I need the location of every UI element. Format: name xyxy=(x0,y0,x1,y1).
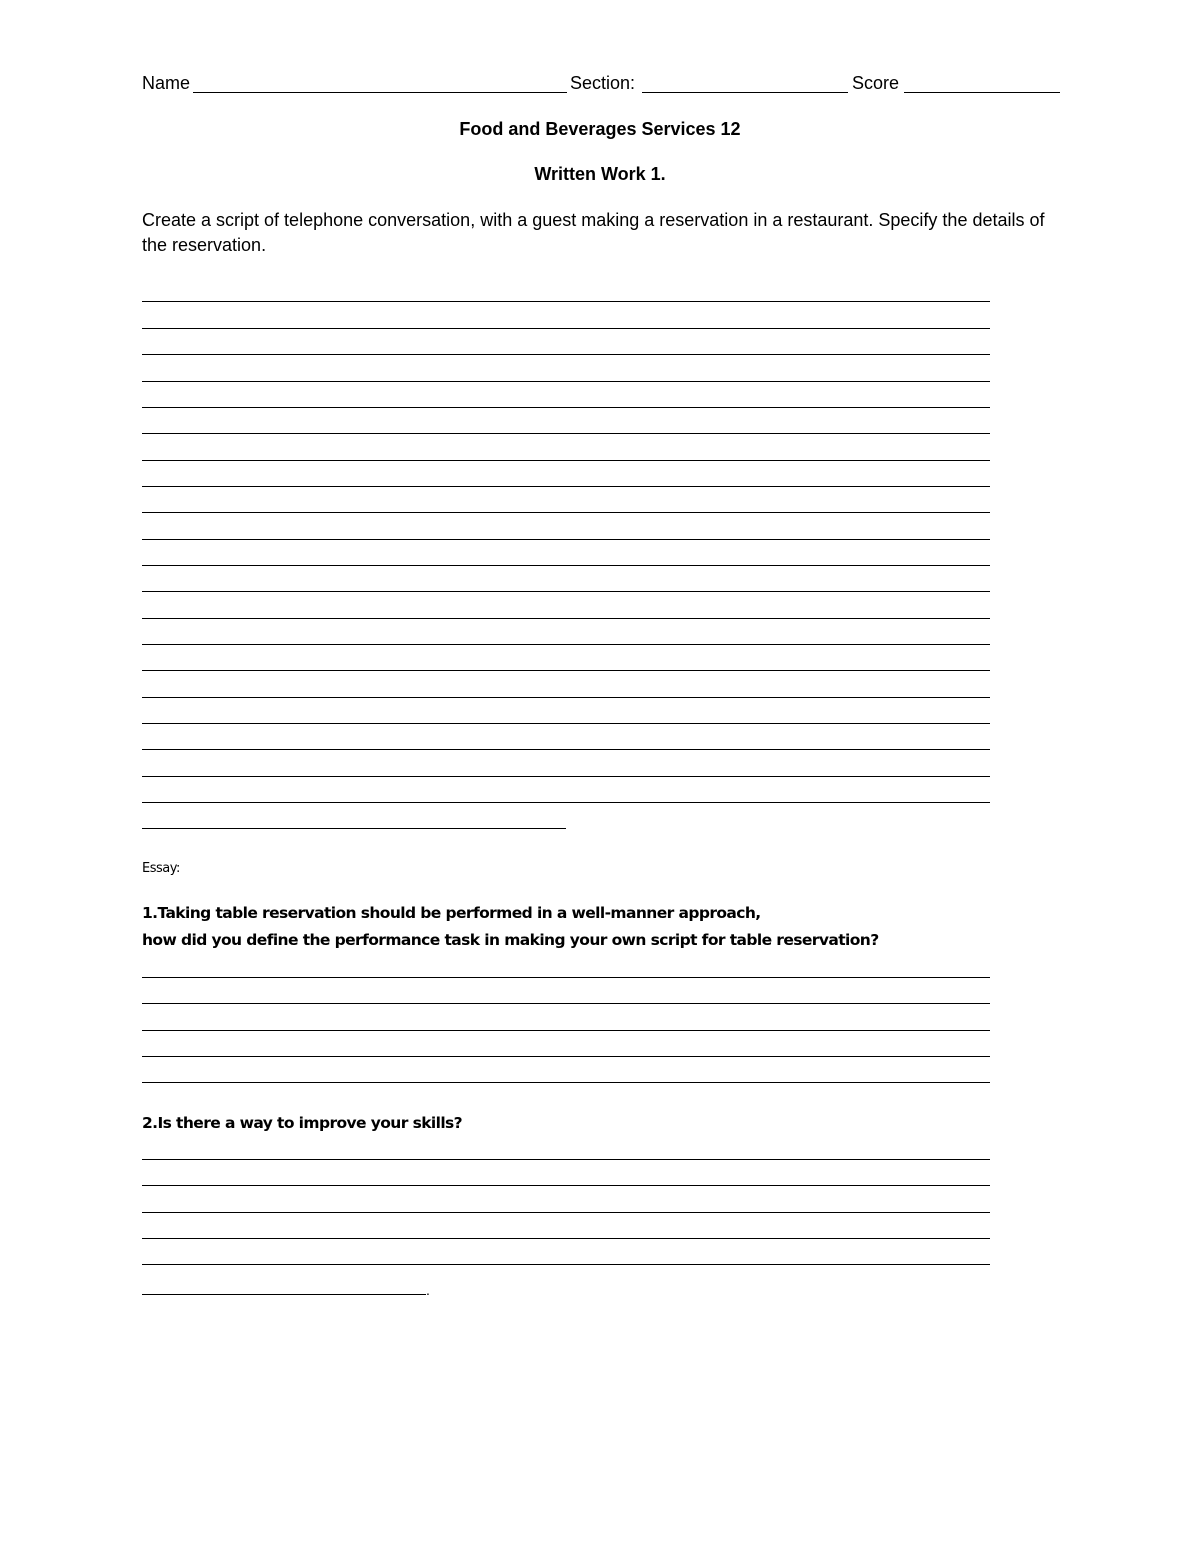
answer-line[interactable] xyxy=(142,328,990,329)
answer-line[interactable] xyxy=(142,539,990,540)
answer-line[interactable] xyxy=(142,802,990,803)
section-label: Section: xyxy=(570,73,636,93)
question-1-line-1: 1.Taking table reservation should be performed in a well-manner approach, xyxy=(142,904,761,922)
answer-line[interactable] xyxy=(142,407,990,408)
name-blank[interactable] xyxy=(193,92,567,93)
name-label: Name xyxy=(142,73,191,93)
answer-line[interactable] xyxy=(142,433,990,434)
answer-line[interactable] xyxy=(142,644,990,645)
answer-line[interactable] xyxy=(142,977,990,978)
answer-line[interactable] xyxy=(142,1056,990,1057)
page-subtitle: Written Work 1. xyxy=(534,164,666,184)
instructions-text: Create a script of telephone conversation, with a guest making a reservation in a restaurant. Specify the details of the reservation. xyxy=(142,210,1045,255)
answer-line[interactable] xyxy=(142,381,990,382)
question-1-line-2: how did you define the performance task in making your own script for table reservation? xyxy=(142,931,879,949)
question-2: 2.Is there a way to improve your skills? xyxy=(142,1114,463,1132)
answer-line[interactable] xyxy=(142,697,990,698)
answer-line[interactable] xyxy=(142,1264,990,1265)
answer-line[interactable] xyxy=(142,1003,990,1004)
answer-line[interactable] xyxy=(142,512,990,513)
answer-line[interactable] xyxy=(142,723,990,724)
answer-line-short[interactable] xyxy=(142,828,566,829)
answer-line[interactable] xyxy=(142,1185,990,1186)
answer-line[interactable] xyxy=(142,1082,990,1083)
answer-line[interactable] xyxy=(142,591,990,592)
answer-line[interactable] xyxy=(142,749,990,750)
score-label: Score xyxy=(852,73,900,93)
answer-line[interactable] xyxy=(142,1212,990,1213)
answer-line[interactable] xyxy=(142,1238,990,1239)
answer-line[interactable] xyxy=(142,776,990,777)
answer-line[interactable] xyxy=(142,301,990,302)
answer-line[interactable] xyxy=(142,670,990,671)
score-blank[interactable] xyxy=(904,92,1060,93)
answer-line[interactable] xyxy=(142,460,990,461)
page-title: Food and Beverages Services 12 xyxy=(459,119,741,139)
section-blank[interactable] xyxy=(642,92,848,93)
answer-line[interactable] xyxy=(142,486,990,487)
final-period: . xyxy=(426,1282,430,1298)
answer-line[interactable] xyxy=(142,618,990,619)
answer-line[interactable] xyxy=(142,354,990,355)
answer-line[interactable] xyxy=(142,565,990,566)
answer-line[interactable] xyxy=(142,1159,990,1160)
answer-line[interactable] xyxy=(142,1030,990,1031)
essay-label: Essay: xyxy=(142,861,180,876)
answer-line-short[interactable] xyxy=(142,1294,426,1295)
